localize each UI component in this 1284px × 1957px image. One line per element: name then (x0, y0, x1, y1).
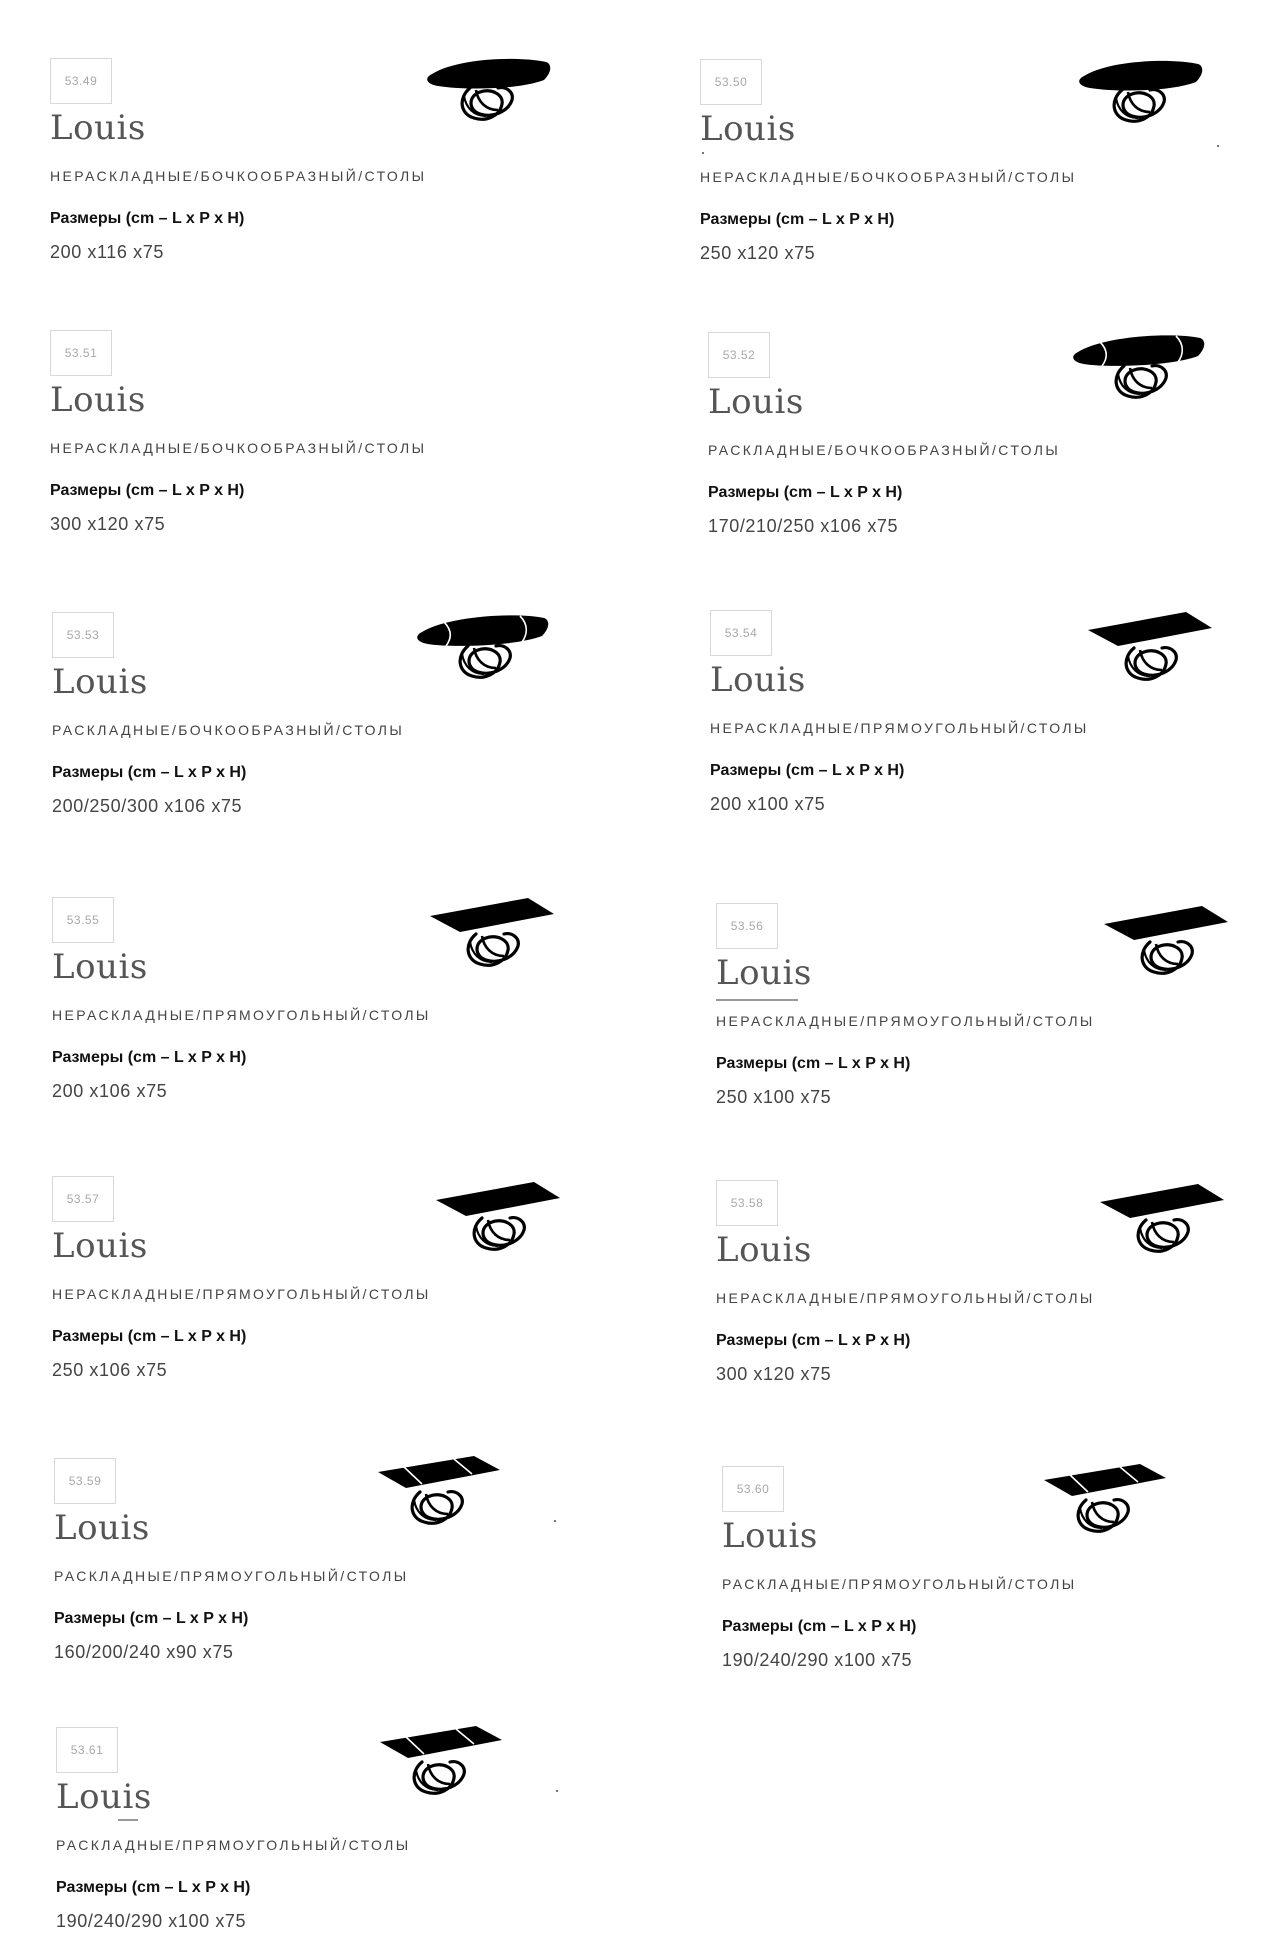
product-card[interactable] (56, 1727, 616, 1957)
product-code: 53.53 (52, 612, 114, 658)
product-code: 53.50 (700, 59, 762, 105)
product-code: 53.57 (52, 1176, 114, 1222)
extendable-rectangular-table-icon[interactable] (372, 1722, 512, 1802)
rectangular-table-icon[interactable] (1094, 900, 1234, 980)
product-category: НЕРАСКЛАДНЫЕ/ПРЯМОУГОЛЬНЫЙ/СТОЛЫ (710, 720, 1089, 736)
product-category: НЕРАСКЛАДНЫЕ/БОЧКООБРАЗНЫЙ/СТОЛЫ (700, 169, 1077, 185)
product-card[interactable] (50, 330, 610, 560)
product-code: 53.52 (708, 332, 770, 378)
extendable-rectangular-table-icon[interactable] (370, 1452, 510, 1532)
rectangular-table-icon[interactable] (1090, 1178, 1230, 1258)
extendable-rectangular-table-icon[interactable] (1036, 1460, 1176, 1540)
product-name[interactable]: Louis (722, 1516, 818, 1556)
product-name[interactable]: Louis (52, 947, 148, 987)
dimensions-label: Размеры (cm – L x P x H) (50, 210, 245, 227)
dimensions-label: Размеры (cm – L x P x H) (54, 1610, 249, 1627)
dimensions-value: 300 x120 x75 (716, 1364, 832, 1384)
product-name[interactable]: Louis (50, 380, 146, 420)
dimensions-label: Размеры (cm – L x P x H) (50, 482, 245, 499)
product-code: 53.56 (716, 903, 778, 949)
product-code: 53.58 (716, 1180, 778, 1226)
dimensions-value: 200/250/300 x106 x75 (52, 796, 243, 816)
dimensions-value: 250 x106 x75 (52, 1360, 168, 1380)
rectangular-table-icon[interactable] (426, 1176, 566, 1256)
product-name[interactable]: Louis (716, 953, 812, 993)
stray-mark (1217, 145, 1219, 147)
product-category: НЕРАСКЛАДНЫЕ/ПРЯМОУГОЛЬНЫЙ/СТОЛЫ (716, 1290, 1095, 1306)
dimensions-value: 190/240/290 x100 x75 (56, 1911, 247, 1931)
product-code: 53.61 (56, 1727, 118, 1773)
product-code: 53.60 (722, 1466, 784, 1512)
product-category: РАСКЛАДНЫЕ/БОЧКООБРАЗНЫЙ/СТОЛЫ (52, 722, 405, 738)
product-name[interactable]: Louis (54, 1508, 150, 1548)
rectangular-table-icon[interactable] (420, 892, 560, 972)
product-code: 53.51 (50, 330, 112, 376)
stray-mark (556, 1790, 558, 1792)
dimensions-label: Размеры (cm – L x P x H) (710, 762, 905, 779)
product-name[interactable]: Louis (52, 662, 148, 702)
dimensions-value: 250 x120 x75 (700, 243, 816, 263)
product-code: 53.49 (50, 58, 112, 104)
dimensions-label: Размеры (cm – L x P x H) (52, 1328, 247, 1345)
dimensions-value: 200 x116 x75 (50, 242, 164, 262)
dimensions-label: Размеры (cm – L x P x H) (716, 1055, 911, 1072)
dimensions-label: Размеры (cm – L x P x H) (722, 1618, 917, 1635)
barrel-table-icon[interactable] (418, 50, 558, 130)
dimensions-value: 200 x106 x75 (52, 1081, 168, 1101)
product-category: НЕРАСКЛАДНЫЕ/ПРЯМОУГОЛЬНЫЙ/СТОЛЫ (52, 1007, 431, 1023)
dimensions-value: 170/210/250 x106 x75 (708, 516, 899, 536)
product-name[interactable]: Louis (50, 108, 146, 148)
product-category: РАСКЛАДНЫЕ/ПРЯМОУГОЛЬНЫЙ/СТОЛЫ (722, 1576, 1077, 1592)
dimensions-label: Размеры (cm – L x P x H) (700, 211, 895, 228)
dimensions-label: Размеры (cm – L x P x H) (708, 484, 903, 501)
dimensions-label: Размеры (cm – L x P x H) (52, 1049, 247, 1066)
dimensions-label: Размеры (cm – L x P x H) (56, 1879, 251, 1896)
dimensions-label: Размеры (cm – L x P x H) (52, 764, 247, 781)
extendable-barrel-table-icon[interactable] (412, 606, 552, 686)
stray-mark (702, 152, 704, 154)
product-code: 53.59 (54, 1458, 116, 1504)
dimensions-value: 160/200/240 x90 x75 (54, 1642, 234, 1662)
dimensions-value: 190/240/290 x100 x75 (722, 1650, 913, 1670)
stray-mark (554, 1520, 556, 1522)
barrel-table-icon[interactable] (1070, 52, 1210, 132)
product-category: НЕРАСКЛАДНЫЕ/БОЧКООБРАЗНЫЙ/СТОЛЫ (50, 168, 427, 184)
dimensions-value: 300 x120 x75 (50, 514, 166, 534)
product-category: РАСКЛАДНЫЕ/БОЧКООБРАЗНЫЙ/СТОЛЫ (708, 442, 1061, 458)
product-card[interactable] (54, 1458, 614, 1688)
product-code: 53.54 (710, 610, 772, 656)
product-category: НЕРАСКЛАДНЫЕ/ПРЯМОУГОЛЬНЫЙ/СТОЛЫ (52, 1286, 431, 1302)
product-name[interactable]: Louis (52, 1226, 148, 1266)
product-name[interactable]: Louis (700, 109, 796, 149)
product-card[interactable] (722, 1466, 1282, 1696)
product-category: РАСКЛАДНЫЕ/ПРЯМОУГОЛЬНЫЙ/СТОЛЫ (54, 1568, 409, 1584)
dimensions-value: 250 x100 x75 (716, 1087, 832, 1107)
product-category: НЕРАСКЛАДНЫЕ/ПРЯМОУГОЛЬНЫЙ/СТОЛЫ (716, 1013, 1095, 1029)
rectangular-table-icon[interactable] (1078, 606, 1218, 686)
product-name[interactable]: Louis (708, 382, 804, 422)
product-name[interactable]: Louis (710, 660, 806, 700)
product-category: РАСКЛАДНЫЕ/ПРЯМОУГОЛЬНЫЙ/СТОЛЫ (56, 1837, 411, 1853)
product-code: 53.55 (52, 897, 114, 943)
product-category: НЕРАСКЛАДНЫЕ/БОЧКООБРАЗНЫЙ/СТОЛЫ (50, 440, 427, 456)
product-name[interactable]: Louis (716, 1230, 812, 1270)
extendable-barrel-table-icon[interactable] (1068, 326, 1208, 406)
product-name[interactable]: Louis (56, 1777, 152, 1817)
dimensions-value: 200 x100 x75 (710, 794, 826, 814)
dimensions-label: Размеры (cm – L x P x H) (716, 1332, 911, 1349)
